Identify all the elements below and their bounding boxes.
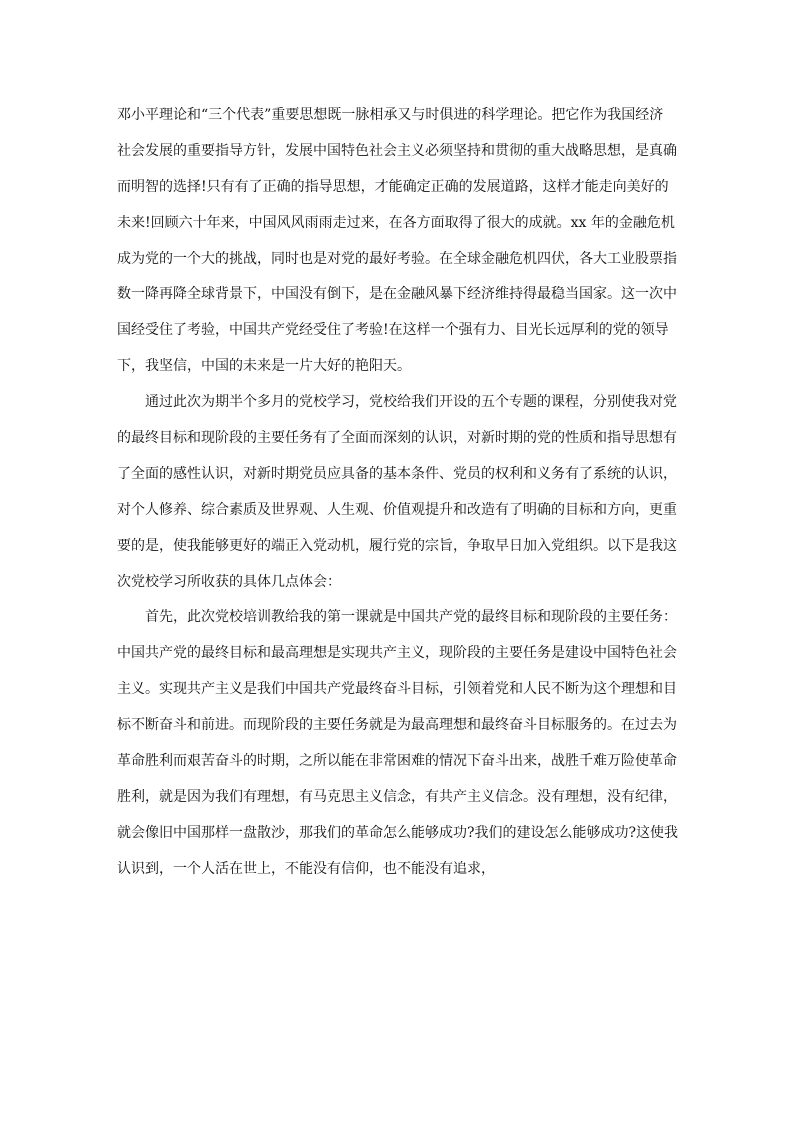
- text-line: 下，我坚信，中国的未来是一片大好的艳阳天。: [117, 358, 411, 375]
- text-line: 通过此次为期半个多月的党校学习，党校给我们开设的五个专题的课程，分别使我对党: [117, 394, 677, 411]
- text-line: 对个人修养、综合素质及世界观、人生观、价值观提升和改造有了明确的目标和方向，更重: [117, 501, 677, 518]
- text-line: 数一降再降全球背景下，中国没有倒下，是在金融风暴下经济维持得最稳当国家。这一次中: [117, 286, 677, 303]
- text-line: 胜利，就是因为我们有理想，有马克思主义信念，有共产主义信念。没有理想，没有纪律，: [117, 788, 677, 805]
- text-line: 认识到，一个人活在世上，不能没有信仰，也不能没有追求，: [117, 860, 495, 877]
- text-line: 社会发展的重要指导方针，发展中国特色社会主义必须坚持和贯彻的重大战略思想，是真确: [117, 142, 677, 159]
- text-line: 成为党的一个大的挑战，同时也是对党的最好考验。在全球金融危机四伏，各大工业股票指: [117, 250, 677, 267]
- text-line: 主义。实现共产主义是我们中国共产党最终奋斗目标，引领着党和人民不断为这个理想和目: [117, 681, 677, 698]
- text-line: 而明智的选择!只有有了正确的指导思想，才能确定正确的发展道路，这样才能走向美好的: [117, 178, 669, 195]
- text-line: 邓小平理论和“三个代表”重要思想既一脉相承又与时俱进的科学理论。把它作为我国经济: [117, 107, 664, 123]
- text-line: 就会像旧中国那样一盘散沙，那我们的革命怎么能够成功?我们的建设怎么能够成功?这使我: [117, 824, 679, 841]
- body-text: [117, 103, 687, 893]
- text-line: 的最终目标和现阶段的主要任务有了全面而深刻的认识，对新时期的党的性质和指导思想有: [117, 430, 677, 447]
- text-line: 要的是，使我能够更好的端正入党动机，履行党的宗旨，争取早日加入党组织。以下是我这: [117, 537, 677, 554]
- text-line: 中国共产党的最终目标和最高理想是实现共产主义，现阶段的主要任务是建设中国特色社会: [117, 645, 677, 662]
- text-line: 革命胜利而艰苦奋斗的时期，之所以能在非常困难的情况下奋斗出来，战胜千难万险使革命: [117, 753, 677, 770]
- text-line: 未来!回顾六十年来，中国风风雨雨走过来，在各方面取得了很大的成就。xx 年的金融危机: [117, 214, 675, 231]
- text-line: 了全面的感性认识，对新时期党员应具备的基本条件、党员的权利和义务有了系统的认识，: [117, 465, 677, 482]
- text-line: 国经受住了考验，中国共产党经受住了考验!在这样一个强有力、目光长远厚利的党的领导: [117, 322, 669, 339]
- text-line: 首先，此次党校培训教给我的第一课就是中国共产党的最终目标和现阶段的主要任务：: [117, 609, 677, 626]
- text-line: 标不断奋斗和前进。而现阶段的主要任务就是为最高理想和最终奋斗目标服务的。在过去为: [117, 717, 677, 734]
- text-line: 次党校学习所收获的具体几点体会：: [117, 573, 341, 590]
